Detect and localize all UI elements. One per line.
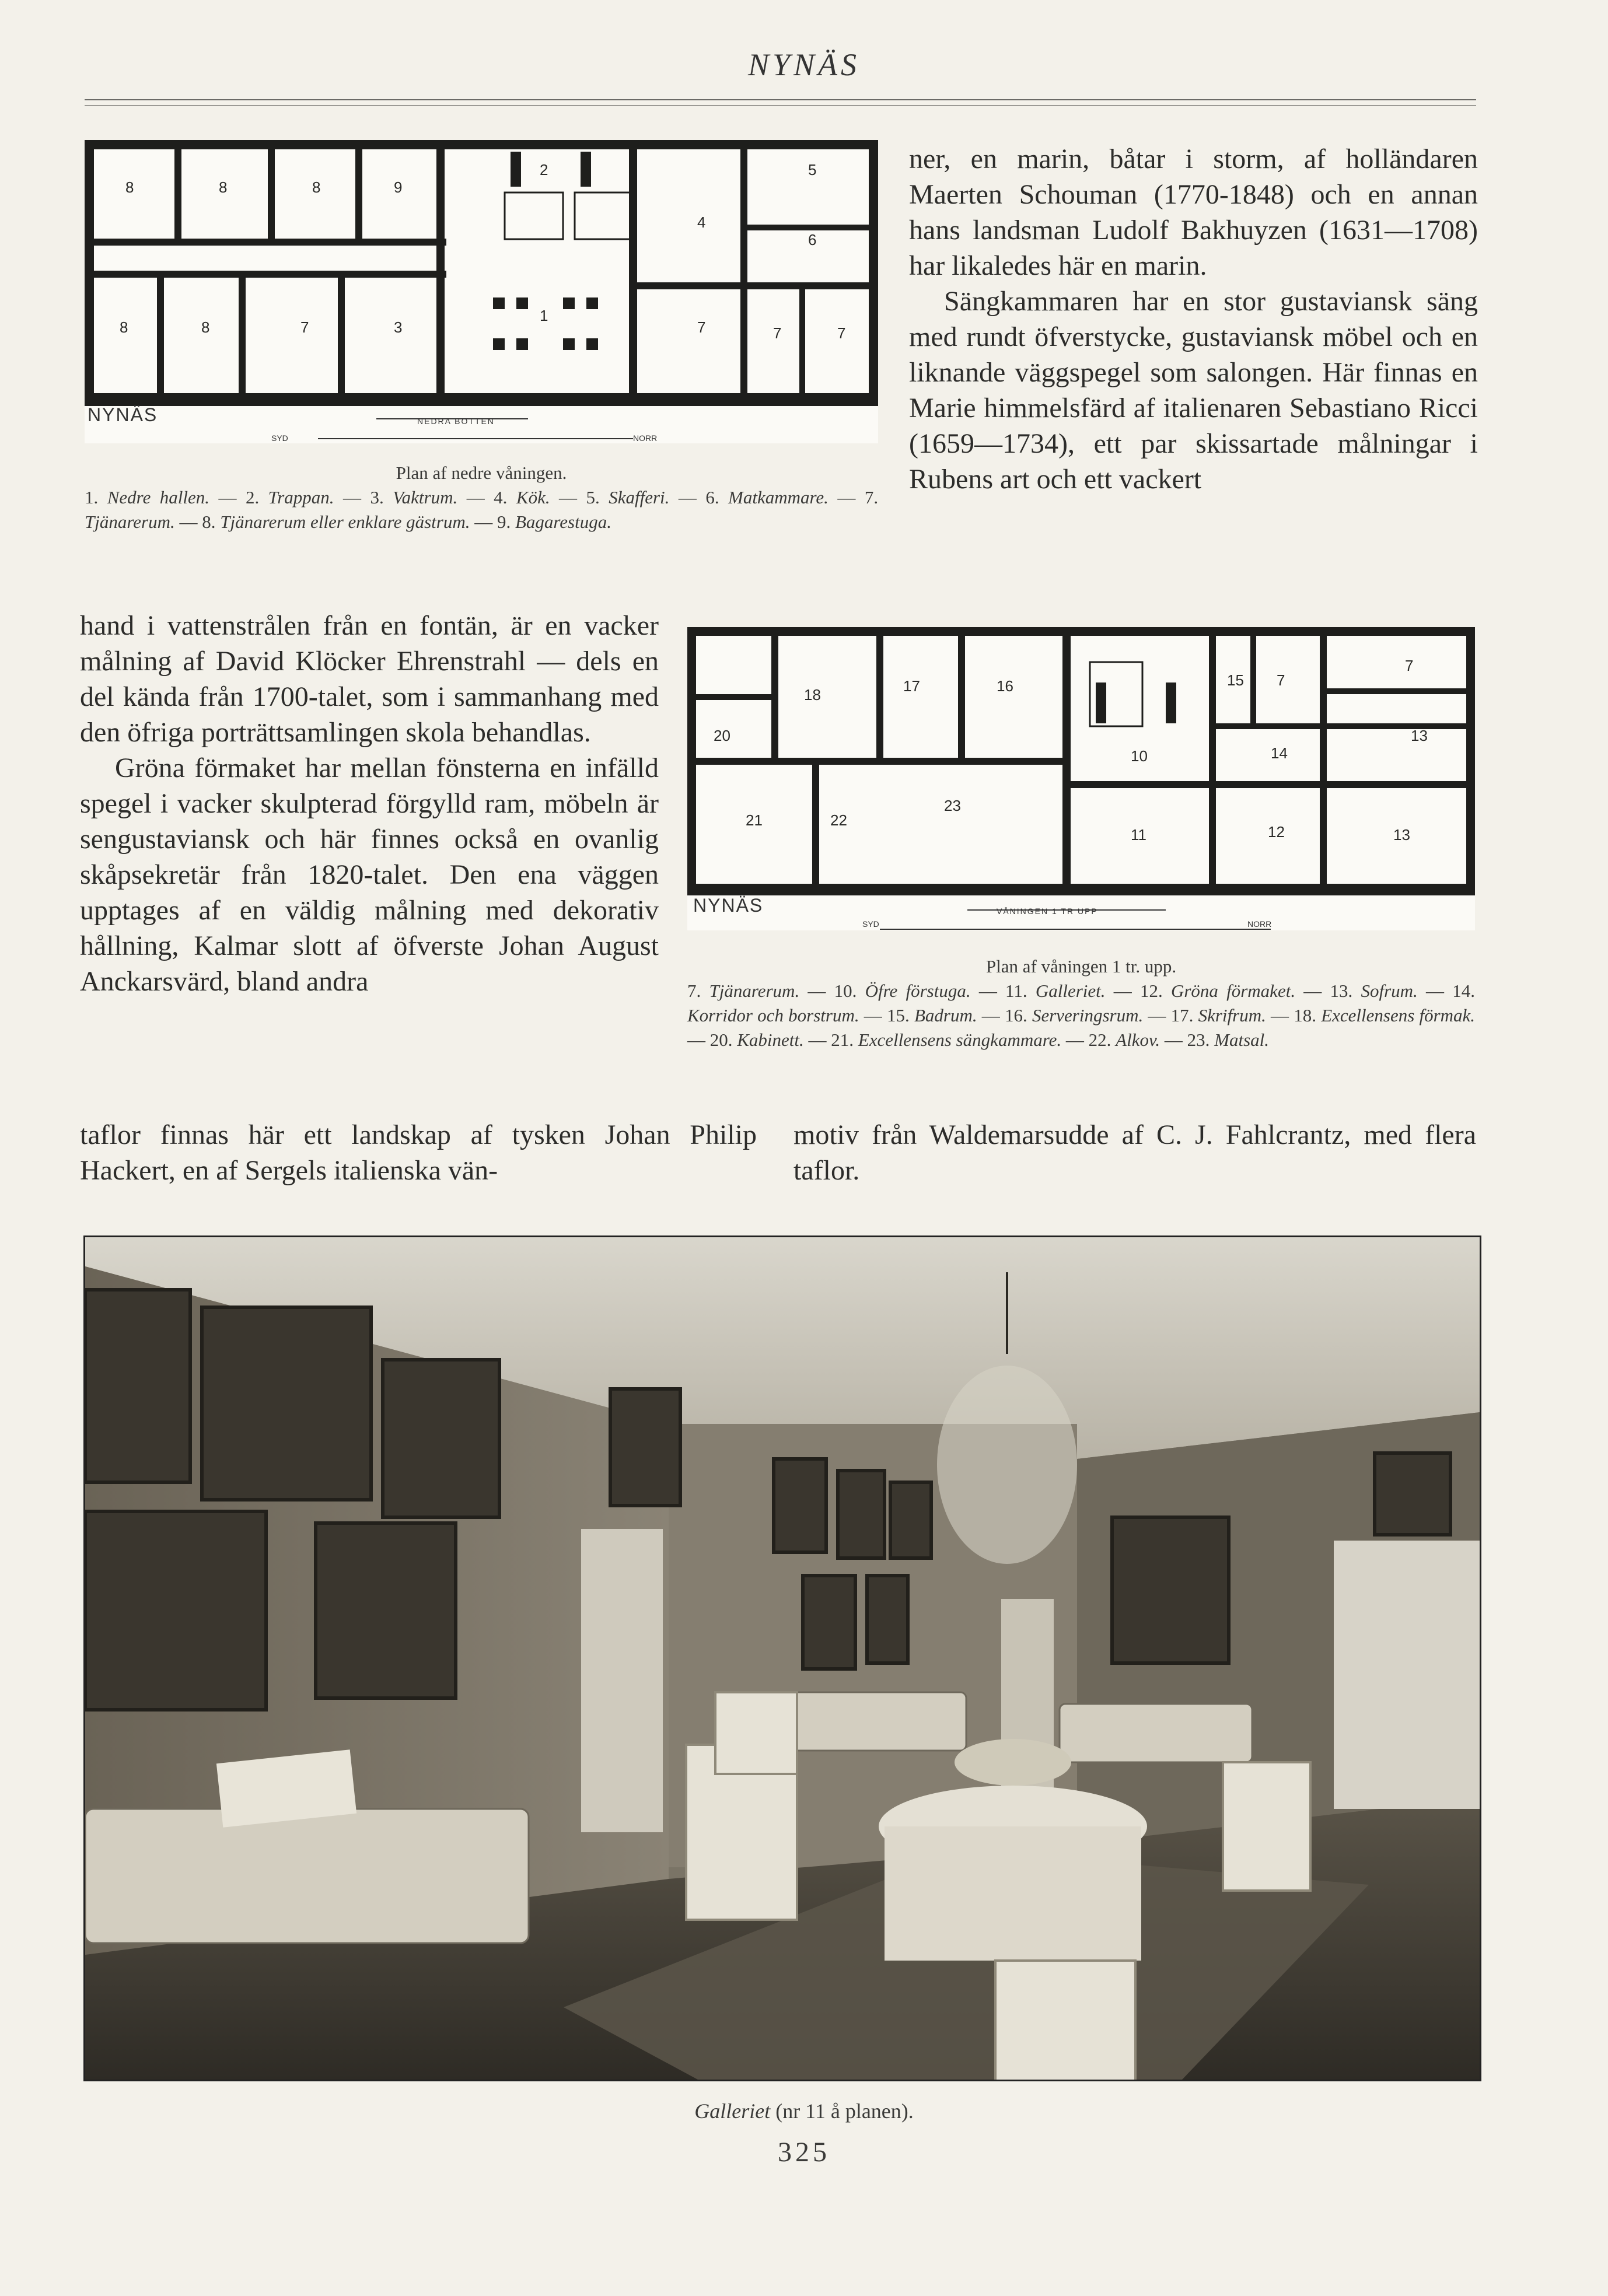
plan-lower-compass-north: NORR	[633, 433, 658, 443]
paragraph: hand i vattenstrålen från en fontän, är en vacker målning af David Klöcker Ehrenstrahl — dels en del kända från 1700-talet, som i sammanhang med den öfriga porträttsamlingen skola behandlas.	[80, 610, 659, 748]
floor-plan-lower	[85, 140, 878, 443]
plan-upper-room-label: 12	[1268, 823, 1285, 841]
plan-upper-room-label: 7	[1405, 657, 1414, 674]
legend-item: 15. Badrum.	[886, 1005, 977, 1026]
legend-item: 7. Tjänarerum.	[85, 487, 879, 532]
plan-lower-room-label: 6	[808, 231, 817, 249]
plan-lower-room-label: 8	[201, 318, 210, 336]
running-head: NYNÄS	[747, 47, 861, 82]
legend-item: 10. Öfre förstuga.	[834, 981, 971, 1001]
plan-upper-room-label: 17	[903, 677, 920, 695]
legend-item: 14. Korridor och borstrum.	[687, 981, 1475, 1026]
plan-lower-brand: NYNÄS	[88, 404, 158, 425]
legend-item: 6. Matkammare.	[705, 487, 829, 508]
legend-item: 11. Galleriet.	[1005, 981, 1106, 1001]
floor-plan-lower-drawing	[85, 140, 878, 443]
plan-lower-room-label: 3	[394, 318, 403, 336]
legend-item: 8. Tjänarerum eller enklare gästrum.	[202, 512, 470, 532]
plan-upper-room-label: 20	[714, 727, 730, 744]
legend-item: 5. Skafferi.	[586, 487, 670, 508]
legend-item: 21. Excellensens sängkammare.	[831, 1030, 1062, 1050]
plan-upper-room-label: 23	[944, 797, 961, 814]
plan-lower-room-label: 8	[120, 318, 128, 336]
photo-caption-title: Galleriet	[694, 2099, 771, 2123]
plan-lower-compass-south: SYD	[271, 433, 288, 443]
plan-upper-room-label: 22	[830, 811, 847, 829]
header-rule	[85, 99, 1476, 100]
legend-item: 17. Skrifrum.	[1170, 1005, 1266, 1026]
legend-item: 4. Kök.	[494, 487, 550, 508]
header-rule-thin	[85, 105, 1476, 106]
plan-upper-compass-south: SYD	[862, 919, 879, 929]
legend-item: 22. Alkov.	[1088, 1030, 1160, 1050]
gallery-photograph	[83, 1236, 1481, 2081]
plan-lower-room-label: 7	[300, 318, 309, 336]
plan-upper-room-label: 21	[746, 811, 763, 829]
plan-lower-room-label: 7	[837, 324, 846, 342]
legend-item: 16. Serveringsrum.	[1004, 1005, 1144, 1026]
paragraph: Gröna förmaket har mellan fönsterna en infälld spegel i vacker skulpterad förgylld ram, möbeln är sengustaviansk och här finnes också en ovanlig skåpsekretär från 1820-talet. Den ena väggen upptages af en väldig målning med dekorativ hållning, Kalmar slott af öfverste Johan August Anckarsvärd, bland andra	[80, 752, 659, 997]
plan-upper-compass-north: NORR	[1247, 919, 1272, 929]
plan-upper-floor-label: VÅNINGEN 1 TR UPP	[997, 907, 1098, 916]
plan-upper-room-label: 11	[1131, 826, 1146, 844]
floor-plan-upper	[687, 627, 1475, 930]
plan-lower-room-label: 8	[125, 178, 134, 196]
plan-upper-room-label: 10	[1131, 747, 1148, 765]
plan-lower-room-label: 1	[540, 307, 548, 324]
legend-item: 2. Trappan.	[245, 487, 334, 508]
legend-item: 13. Sofrum.	[1330, 981, 1418, 1001]
plan-upper-room-label: 13	[1393, 826, 1410, 844]
plan-upper-legend: 7. Tjänarerum. — 10. Öfre förstuga. — 11. Galleriet. — 12. Gröna förmaket. — 13. Sofrum. — 14. Korridor och borstrum. — 15. Badrum. — 16. Serveringsrum. — 17. Skrifrum. — 18. Excellensens förmak. — 20. Kabinett. — 21. Excellensens sängkammare. — 22. Alkov. — 23. Matsal.	[687, 981, 1476, 1050]
legend-item: 18. Excellensens förmak.	[1294, 1005, 1476, 1026]
plan-lower-room-label: 9	[394, 178, 403, 196]
plan-lower-room-label: 2	[540, 161, 548, 178]
plan-lower-room-label: 5	[808, 161, 817, 178]
left-column	[80, 608, 659, 999]
plan-lower-room-label: 4	[697, 214, 706, 231]
plan-upper-title: Plan af våningen 1 tr. upp.	[985, 956, 1177, 977]
continuation-left: taflor finnas här ett landskap af tysken Johan Philip Hackert, en af Sergels italienska vän-	[80, 1119, 757, 1186]
plan-upper-room-label: 18	[804, 686, 821, 704]
plan-upper-brand: NYNÄS	[693, 895, 764, 916]
right-column-top	[909, 141, 1478, 497]
plan-upper-room-label: 15	[1227, 671, 1244, 689]
plan-lower-floor-label: NEDRA BOTTEN	[417, 416, 495, 426]
legend-item: 7. Tjänarerum.	[687, 981, 800, 1001]
plan-upper-caption	[687, 954, 1475, 1052]
continuation-right: motiv från Waldemarsudde af C. J. Fahlcrantz, med flera taflor.	[793, 1119, 1476, 1186]
legend-item: 1. Nedre hallen.	[85, 487, 210, 508]
paragraph: ner, en marin, båtar i storm, af holländaren Maerten Schouman (1770-1848) och en annan hans landsman Ludolf Bakhuyzen (1631—1708) har likaledes här en marin.	[909, 144, 1478, 281]
plan-lower-room-label: 8	[312, 178, 321, 196]
plan-lower-room-label: 7	[697, 318, 706, 336]
plan-upper-room-label: 7	[1277, 671, 1285, 689]
plan-upper-room-label: 14	[1271, 744, 1288, 762]
floor-plan-upper-drawing	[687, 627, 1475, 930]
plan-lower-room-label: 8	[219, 178, 228, 196]
plan-lower-caption	[85, 461, 878, 534]
photo-caption-note: (nr 11 å planen).	[775, 2099, 914, 2123]
paragraph: Sängkammaren har en stor gustaviansk säng med rundt öfverstycke, gustaviansk möbel och en liknande väggspegel som salongen. Här finnas en Marie himmelsfärd af italienaren Sebastiano Ricci (1659—1734), ett par skissartade målningar i Rubens art och ett vackert	[909, 286, 1478, 495]
plan-upper-room-label: 13	[1411, 727, 1428, 744]
plan-upper-room-label: 16	[997, 677, 1013, 695]
plan-lower-room-label: 7	[773, 324, 782, 342]
plan-lower-title: Plan af nedre våningen.	[396, 463, 567, 483]
legend-item: 12. Gröna förmaket.	[1139, 981, 1296, 1001]
plan-lower-legend: 1. Nedre hallen. — 2. Trappan. — 3. Vaktrum. — 4. Kök. — 5. Skafferi. — 6. Matkammare. — 7. Tjänarerum. — 8. Tjänarerum eller enklare gästrum. — 9. Bagarestuga.	[85, 487, 879, 532]
legend-item: 20. Kabinett.	[709, 1030, 804, 1050]
gallery-photo-illustration	[85, 1237, 1480, 2080]
legend-item: 3. Vaktrum.	[370, 487, 458, 508]
legend-item: 9. Bagarestuga.	[497, 512, 611, 532]
legend-item: 23. Matsal.	[1187, 1030, 1270, 1050]
photo-caption	[0, 2099, 1608, 2123]
page-number: 325	[778, 2137, 830, 2168]
